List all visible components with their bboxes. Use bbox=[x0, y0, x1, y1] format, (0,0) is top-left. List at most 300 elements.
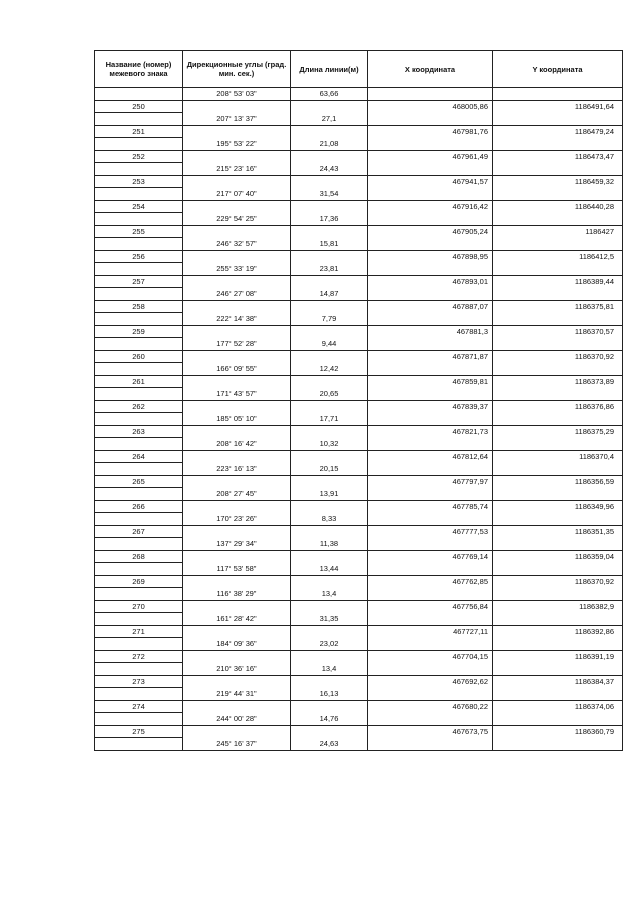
point-row bbox=[95, 375, 623, 388]
segment-name-empty bbox=[95, 138, 183, 151]
segment-x-empty bbox=[368, 438, 493, 451]
segment-length: 14,87 bbox=[291, 288, 368, 301]
segment-x-empty bbox=[368, 363, 493, 376]
point-row bbox=[95, 150, 623, 163]
point-length-empty bbox=[291, 525, 368, 538]
segment-angle: 170° 23' 26" bbox=[183, 513, 291, 526]
segment-y-empty bbox=[493, 238, 623, 251]
segment-row bbox=[95, 238, 623, 251]
point-length-empty bbox=[291, 150, 368, 163]
point-y: 1186389,44 bbox=[493, 275, 623, 288]
point-name: 267 bbox=[95, 525, 183, 538]
point-angle-empty bbox=[183, 725, 291, 738]
segment-angle: 185° 05' 10" bbox=[183, 413, 291, 426]
point-length-empty bbox=[291, 325, 368, 338]
segment-x-empty bbox=[368, 238, 493, 251]
segment-name-empty bbox=[95, 88, 183, 101]
segment-length: 15,81 bbox=[291, 238, 368, 251]
point-x: 467777,53 bbox=[368, 525, 493, 538]
segment-x-empty bbox=[368, 263, 493, 276]
point-name: 263 bbox=[95, 425, 183, 438]
segment-angle: 215° 23' 16" bbox=[183, 163, 291, 176]
segment-length: 11,38 bbox=[291, 538, 368, 551]
table-header-row bbox=[95, 51, 623, 88]
segment-length: 23,02 bbox=[291, 638, 368, 651]
segment-row bbox=[95, 438, 623, 451]
point-length-empty bbox=[291, 700, 368, 713]
segment-name-empty bbox=[95, 188, 183, 201]
point-length-empty bbox=[291, 600, 368, 613]
point-name: 275 bbox=[95, 725, 183, 738]
segment-angle: 116° 38' 29" bbox=[183, 588, 291, 601]
segment-x-empty bbox=[368, 138, 493, 151]
point-name: 251 bbox=[95, 125, 183, 138]
point-x: 467797,97 bbox=[368, 475, 493, 488]
segment-length: 10,32 bbox=[291, 438, 368, 451]
segment-row bbox=[95, 338, 623, 351]
segment-x-empty bbox=[368, 388, 493, 401]
point-x: 467762,85 bbox=[368, 575, 493, 588]
segment-length: 21,08 bbox=[291, 138, 368, 151]
segment-x-empty bbox=[368, 563, 493, 576]
point-name: 271 bbox=[95, 625, 183, 638]
point-length-empty bbox=[291, 400, 368, 413]
point-name: 270 bbox=[95, 600, 183, 613]
segment-name-empty bbox=[95, 213, 183, 226]
segment-y-empty bbox=[493, 413, 623, 426]
segment-row bbox=[95, 188, 623, 201]
segment-row bbox=[95, 138, 623, 151]
segment-length: 27,1 bbox=[291, 113, 368, 126]
segment-name-empty bbox=[95, 263, 183, 276]
segment-length: 63,66 bbox=[291, 88, 368, 101]
segment-length: 14,76 bbox=[291, 713, 368, 726]
point-length-empty bbox=[291, 575, 368, 588]
point-x: 468005,86 bbox=[368, 100, 493, 113]
point-y: 1186370,4 bbox=[493, 450, 623, 463]
point-angle-empty bbox=[183, 225, 291, 238]
point-angle-empty bbox=[183, 100, 291, 113]
segment-length: 20,65 bbox=[291, 388, 368, 401]
segment-angle: 171° 43' 57" bbox=[183, 388, 291, 401]
point-length-empty bbox=[291, 550, 368, 563]
point-y: 1186376,86 bbox=[493, 400, 623, 413]
segment-x-empty bbox=[368, 288, 493, 301]
coordinates-table bbox=[94, 50, 623, 751]
segment-x-empty bbox=[368, 713, 493, 726]
point-length-empty bbox=[291, 625, 368, 638]
segment-angle: 177° 52' 28" bbox=[183, 338, 291, 351]
segment-name-empty bbox=[95, 563, 183, 576]
segment-length: 23,81 bbox=[291, 263, 368, 276]
point-y: 1186473,47 bbox=[493, 150, 623, 163]
point-row bbox=[95, 600, 623, 613]
segment-x-empty bbox=[368, 413, 493, 426]
point-x: 467839,37 bbox=[368, 400, 493, 413]
point-angle-empty bbox=[183, 125, 291, 138]
point-row bbox=[95, 625, 623, 638]
point-length-empty bbox=[291, 100, 368, 113]
point-row bbox=[95, 300, 623, 313]
point-x: 467871,87 bbox=[368, 350, 493, 363]
segment-x-empty bbox=[368, 638, 493, 651]
segment-length: 31,54 bbox=[291, 188, 368, 201]
segment-name-empty bbox=[95, 413, 183, 426]
segment-row bbox=[95, 163, 623, 176]
segment-angle: 255° 33' 19" bbox=[183, 263, 291, 276]
segment-y-empty bbox=[493, 138, 623, 151]
point-length-empty bbox=[291, 650, 368, 663]
segment-row bbox=[95, 213, 623, 226]
point-angle-empty bbox=[183, 625, 291, 638]
point-x: 467692,62 bbox=[368, 675, 493, 688]
point-y: 1186375,81 bbox=[493, 300, 623, 313]
point-row bbox=[95, 475, 623, 488]
point-row bbox=[95, 450, 623, 463]
segment-angle: 208° 27' 45" bbox=[183, 488, 291, 501]
segment-length: 8,33 bbox=[291, 513, 368, 526]
segment-y-empty bbox=[493, 538, 623, 551]
segment-row bbox=[95, 638, 623, 651]
segment-length: 7,79 bbox=[291, 313, 368, 326]
point-x: 467769,14 bbox=[368, 550, 493, 563]
segment-angle: 210° 36' 16" bbox=[183, 663, 291, 676]
point-name: 264 bbox=[95, 450, 183, 463]
point-length-empty bbox=[291, 250, 368, 263]
segment-angle: 195° 53' 22" bbox=[183, 138, 291, 151]
point-name: 272 bbox=[95, 650, 183, 663]
segment-length: 13,44 bbox=[291, 563, 368, 576]
point-x: 467680,22 bbox=[368, 700, 493, 713]
segment-x-empty bbox=[368, 163, 493, 176]
segment-x-empty bbox=[368, 688, 493, 701]
point-row bbox=[95, 350, 623, 363]
segment-x-empty bbox=[368, 588, 493, 601]
point-angle-empty bbox=[183, 575, 291, 588]
header-length: Длина линии(м) bbox=[291, 51, 368, 88]
segment-length: 12,42 bbox=[291, 363, 368, 376]
point-angle-empty bbox=[183, 400, 291, 413]
point-x: 467941,57 bbox=[368, 175, 493, 188]
segment-row bbox=[95, 263, 623, 276]
segment-y-empty bbox=[493, 713, 623, 726]
point-name: 266 bbox=[95, 500, 183, 513]
segment-angle: 208° 53' 03" bbox=[183, 88, 291, 101]
point-angle-empty bbox=[183, 450, 291, 463]
segment-length: 20,15 bbox=[291, 463, 368, 476]
point-length-empty bbox=[291, 125, 368, 138]
segment-y-empty bbox=[493, 363, 623, 376]
segment-x-empty bbox=[368, 88, 493, 101]
segment-row bbox=[95, 563, 623, 576]
segment-y-empty bbox=[493, 588, 623, 601]
point-angle-empty bbox=[183, 475, 291, 488]
segment-angle: 137° 29' 34" bbox=[183, 538, 291, 551]
point-y: 1186459,32 bbox=[493, 175, 623, 188]
segment-name-empty bbox=[95, 388, 183, 401]
point-x: 467905,24 bbox=[368, 225, 493, 238]
point-y: 1186360,79 bbox=[493, 725, 623, 738]
segment-row bbox=[95, 388, 623, 401]
point-length-empty bbox=[291, 725, 368, 738]
point-name: 273 bbox=[95, 675, 183, 688]
point-row bbox=[95, 425, 623, 438]
point-y: 1186349,96 bbox=[493, 500, 623, 513]
segment-angle: 246° 32' 57" bbox=[183, 238, 291, 251]
segment-x-empty bbox=[368, 213, 493, 226]
segment-angle: 245° 16' 37" bbox=[183, 738, 291, 751]
segment-name-empty bbox=[95, 638, 183, 651]
point-angle-empty bbox=[183, 250, 291, 263]
segment-x-empty bbox=[368, 738, 493, 751]
point-angle-empty bbox=[183, 200, 291, 213]
point-name: 257 bbox=[95, 275, 183, 288]
segment-y-empty bbox=[493, 113, 623, 126]
point-y: 1186427 bbox=[493, 225, 623, 238]
segment-x-empty bbox=[368, 663, 493, 676]
point-x: 467981,76 bbox=[368, 125, 493, 138]
segment-angle: 117° 53' 58" bbox=[183, 563, 291, 576]
point-name: 261 bbox=[95, 375, 183, 388]
segment-angle: 246° 27' 08" bbox=[183, 288, 291, 301]
segment-x-empty bbox=[368, 463, 493, 476]
segment-y-empty bbox=[493, 563, 623, 576]
segment-row bbox=[95, 288, 623, 301]
segment-length: 13,91 bbox=[291, 488, 368, 501]
segment-x-empty bbox=[368, 538, 493, 551]
header-y: Y координата bbox=[493, 51, 623, 88]
point-angle-empty bbox=[183, 275, 291, 288]
segment-row bbox=[95, 613, 623, 626]
point-y: 1186370,57 bbox=[493, 325, 623, 338]
segment-x-empty bbox=[368, 513, 493, 526]
point-name: 260 bbox=[95, 350, 183, 363]
point-length-empty bbox=[291, 425, 368, 438]
point-x: 467821,73 bbox=[368, 425, 493, 438]
point-name: 265 bbox=[95, 475, 183, 488]
segment-row bbox=[95, 463, 623, 476]
point-angle-empty bbox=[183, 425, 291, 438]
point-angle-empty bbox=[183, 500, 291, 513]
point-y: 1186370,92 bbox=[493, 350, 623, 363]
segment-x-empty bbox=[368, 488, 493, 501]
point-x: 467727,11 bbox=[368, 625, 493, 638]
point-name: 250 bbox=[95, 100, 183, 113]
point-row bbox=[95, 100, 623, 113]
point-angle-empty bbox=[183, 325, 291, 338]
point-name: 256 bbox=[95, 250, 183, 263]
segment-row bbox=[95, 738, 623, 751]
segment-length: 24,63 bbox=[291, 738, 368, 751]
header-name: Название (номер) межевого знака bbox=[95, 51, 183, 88]
point-angle-empty bbox=[183, 350, 291, 363]
point-y: 1186375,29 bbox=[493, 425, 623, 438]
point-row bbox=[95, 225, 623, 238]
point-length-empty bbox=[291, 450, 368, 463]
point-y: 1186384,37 bbox=[493, 675, 623, 688]
segment-length: 13,4 bbox=[291, 663, 368, 676]
segment-y-empty bbox=[493, 513, 623, 526]
segment-angle: 219° 44' 31" bbox=[183, 688, 291, 701]
segment-angle: 223° 16' 13" bbox=[183, 463, 291, 476]
segment-length: 17,71 bbox=[291, 413, 368, 426]
point-y: 1186412,5 bbox=[493, 250, 623, 263]
segment-row bbox=[95, 88, 623, 101]
point-length-empty bbox=[291, 350, 368, 363]
segment-name-empty bbox=[95, 338, 183, 351]
point-name: 262 bbox=[95, 400, 183, 413]
segment-name-empty bbox=[95, 713, 183, 726]
segment-x-empty bbox=[368, 188, 493, 201]
segment-row bbox=[95, 713, 623, 726]
boundary-coordinates-document bbox=[94, 50, 622, 751]
segment-y-empty bbox=[493, 663, 623, 676]
point-x: 467887,07 bbox=[368, 300, 493, 313]
point-length-empty bbox=[291, 175, 368, 188]
point-length-empty bbox=[291, 200, 368, 213]
point-row bbox=[95, 200, 623, 213]
segment-name-empty bbox=[95, 363, 183, 376]
segment-row bbox=[95, 513, 623, 526]
point-row bbox=[95, 275, 623, 288]
segment-x-empty bbox=[368, 113, 493, 126]
point-length-empty bbox=[291, 375, 368, 388]
segment-y-empty bbox=[493, 613, 623, 626]
point-row bbox=[95, 525, 623, 538]
segment-name-empty bbox=[95, 313, 183, 326]
segment-row bbox=[95, 488, 623, 501]
segment-length: 17,36 bbox=[291, 213, 368, 226]
table-body bbox=[95, 88, 623, 751]
point-x: 467812,64 bbox=[368, 450, 493, 463]
segment-row bbox=[95, 113, 623, 126]
point-angle-empty bbox=[183, 300, 291, 313]
point-row bbox=[95, 250, 623, 263]
segment-angle: 161° 28' 42" bbox=[183, 613, 291, 626]
point-name: 252 bbox=[95, 150, 183, 163]
segment-y-empty bbox=[493, 388, 623, 401]
segment-y-empty bbox=[493, 438, 623, 451]
point-name: 255 bbox=[95, 225, 183, 238]
segment-name-empty bbox=[95, 288, 183, 301]
segment-angle: 244° 00' 28" bbox=[183, 713, 291, 726]
point-angle-empty bbox=[183, 600, 291, 613]
segment-y-empty bbox=[493, 463, 623, 476]
segment-name-empty bbox=[95, 438, 183, 451]
point-row bbox=[95, 675, 623, 688]
header-x: X координата bbox=[368, 51, 493, 88]
point-x: 467961,49 bbox=[368, 150, 493, 163]
point-y: 1186479,24 bbox=[493, 125, 623, 138]
segment-y-empty bbox=[493, 638, 623, 651]
point-row bbox=[95, 175, 623, 188]
segment-y-empty bbox=[493, 188, 623, 201]
point-y: 1186440,28 bbox=[493, 200, 623, 213]
segment-x-empty bbox=[368, 313, 493, 326]
segment-length: 31,35 bbox=[291, 613, 368, 626]
header-angle: Дирекционные углы (град. мин. сек.) bbox=[183, 51, 291, 88]
segment-length: 16,13 bbox=[291, 688, 368, 701]
point-row bbox=[95, 550, 623, 563]
point-row bbox=[95, 700, 623, 713]
point-row bbox=[95, 400, 623, 413]
point-x: 467756,84 bbox=[368, 600, 493, 613]
segment-row bbox=[95, 313, 623, 326]
point-row bbox=[95, 575, 623, 588]
segment-row bbox=[95, 363, 623, 376]
point-length-empty bbox=[291, 475, 368, 488]
point-x: 467673,75 bbox=[368, 725, 493, 738]
segment-y-empty bbox=[493, 688, 623, 701]
point-angle-empty bbox=[183, 525, 291, 538]
point-y: 1186373,89 bbox=[493, 375, 623, 388]
point-row bbox=[95, 325, 623, 338]
point-angle-empty bbox=[183, 650, 291, 663]
segment-y-empty bbox=[493, 738, 623, 751]
segment-y-empty bbox=[493, 313, 623, 326]
segment-x-empty bbox=[368, 613, 493, 626]
segment-name-empty bbox=[95, 163, 183, 176]
point-length-empty bbox=[291, 300, 368, 313]
point-length-empty bbox=[291, 275, 368, 288]
point-y: 1186370,92 bbox=[493, 575, 623, 588]
segment-angle: 184° 09' 36" bbox=[183, 638, 291, 651]
point-name: 253 bbox=[95, 175, 183, 188]
point-name: 274 bbox=[95, 700, 183, 713]
point-x: 467893,01 bbox=[368, 275, 493, 288]
point-y: 1186359,04 bbox=[493, 550, 623, 563]
point-x: 467704,15 bbox=[368, 650, 493, 663]
point-row bbox=[95, 650, 623, 663]
segment-angle: 207° 13' 37" bbox=[183, 113, 291, 126]
point-name: 258 bbox=[95, 300, 183, 313]
segment-x-empty bbox=[368, 338, 493, 351]
point-x: 467916,42 bbox=[368, 200, 493, 213]
point-x: 467785,74 bbox=[368, 500, 493, 513]
point-y: 1186491,64 bbox=[493, 100, 623, 113]
segment-length: 9,44 bbox=[291, 338, 368, 351]
segment-name-empty bbox=[95, 738, 183, 751]
point-x: 467859,81 bbox=[368, 375, 493, 388]
point-name: 254 bbox=[95, 200, 183, 213]
point-angle-empty bbox=[183, 675, 291, 688]
segment-y-empty bbox=[493, 488, 623, 501]
segment-angle: 208° 16' 42" bbox=[183, 438, 291, 451]
point-angle-empty bbox=[183, 375, 291, 388]
segment-row bbox=[95, 413, 623, 426]
segment-name-empty bbox=[95, 113, 183, 126]
point-length-empty bbox=[291, 500, 368, 513]
point-y: 1186392,86 bbox=[493, 625, 623, 638]
point-angle-empty bbox=[183, 150, 291, 163]
segment-name-empty bbox=[95, 488, 183, 501]
segment-name-empty bbox=[95, 613, 183, 626]
point-name: 269 bbox=[95, 575, 183, 588]
segment-y-empty bbox=[493, 163, 623, 176]
segment-row bbox=[95, 663, 623, 676]
segment-length: 13,4 bbox=[291, 588, 368, 601]
segment-y-empty bbox=[493, 88, 623, 101]
segment-row bbox=[95, 588, 623, 601]
point-x: 467881,3 bbox=[368, 325, 493, 338]
point-y: 1186351,35 bbox=[493, 525, 623, 538]
point-length-empty bbox=[291, 675, 368, 688]
segment-angle: 166° 09' 55" bbox=[183, 363, 291, 376]
point-y: 1186391,19 bbox=[493, 650, 623, 663]
point-name: 268 bbox=[95, 550, 183, 563]
segment-name-empty bbox=[95, 688, 183, 701]
point-length-empty bbox=[291, 225, 368, 238]
